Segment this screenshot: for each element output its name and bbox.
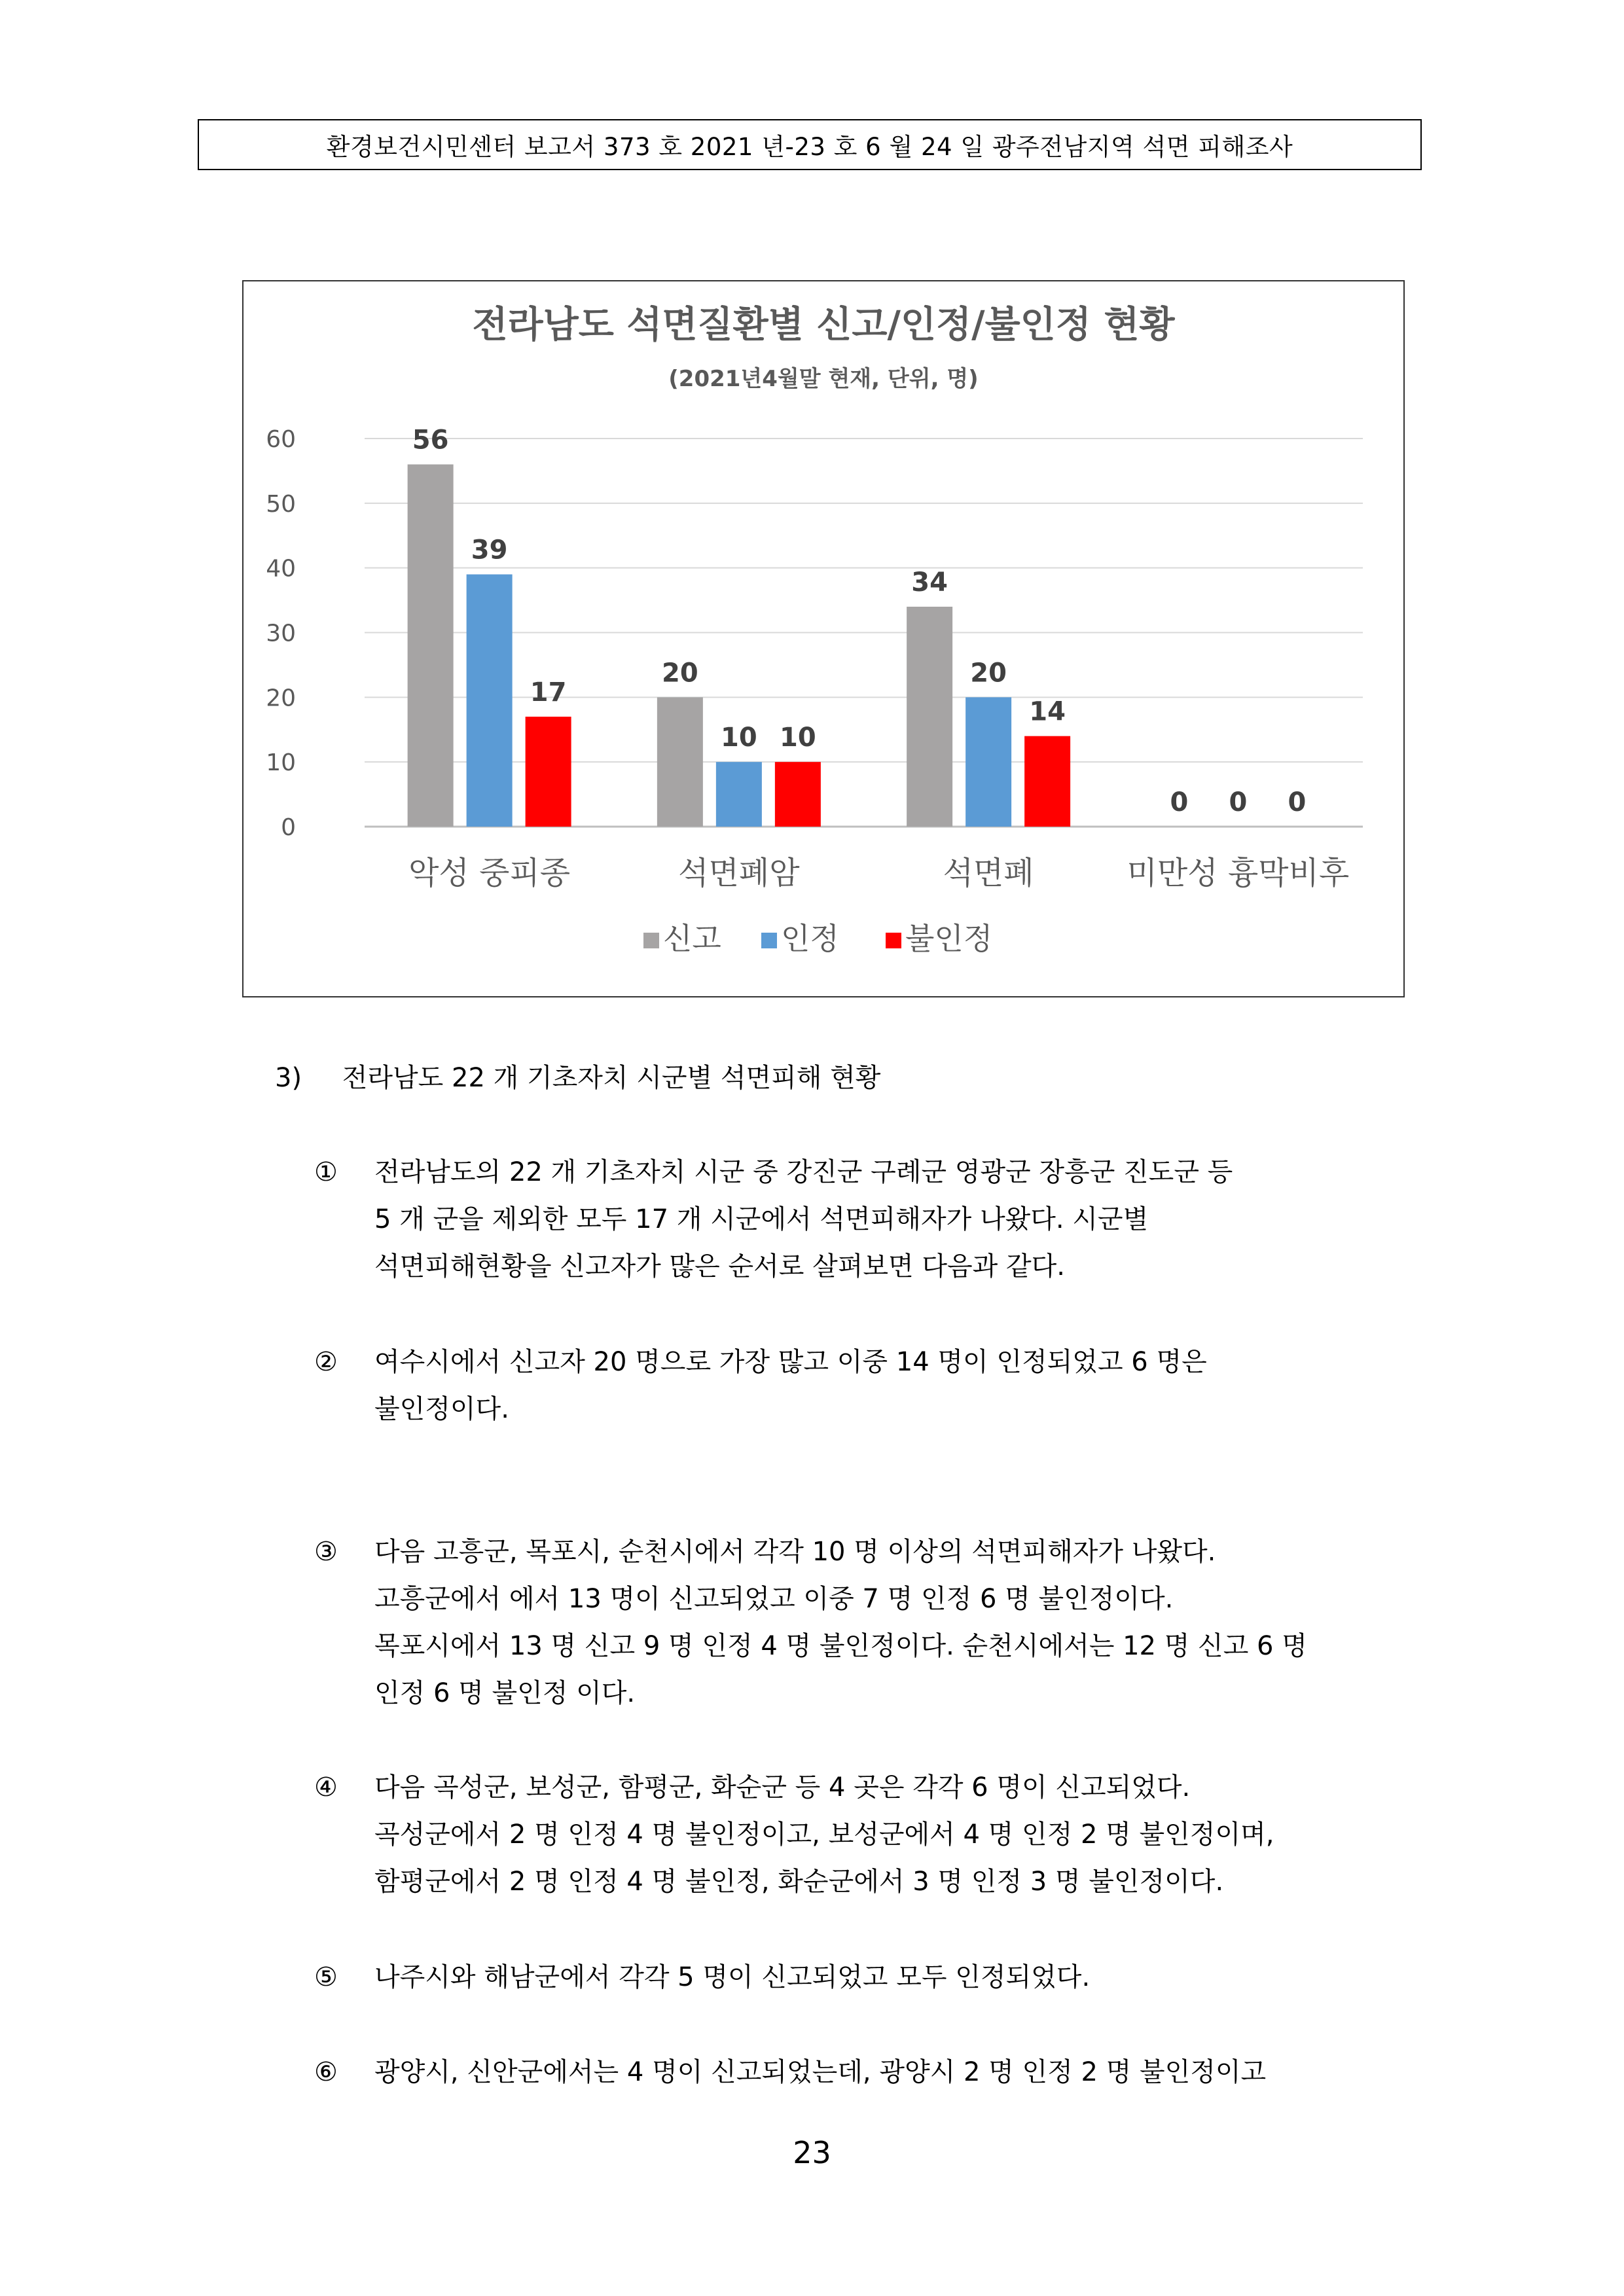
item-line: 석면피해현황을 신고자가 많은 순서로 살펴보면 다음과 같다. — [374, 1251, 1066, 1282]
bar-chart — [242, 280, 1405, 997]
section-heading — [275, 1057, 880, 1094]
legend-swatch — [761, 933, 777, 948]
data-label: 10 — [721, 723, 757, 753]
item-body — [374, 1149, 1427, 1290]
item-line: 인정 6 명 불인정 이다. — [374, 1678, 636, 1708]
chart-title: 전라남도 석면질환별 신고/인정/불인정 현황 — [472, 304, 1175, 346]
y-tick-label: 40 — [266, 555, 296, 583]
data-label: 0 — [1170, 787, 1189, 817]
bar-불인정 — [526, 717, 571, 827]
data-label: 0 — [1229, 787, 1248, 817]
chart-subtitle: (2021년4월말 현재, 단위, 명) — [668, 366, 979, 392]
item-line: 목포시에서 13 명 신고 9 명 인정 4 명 불인정이다. 순천시에서는 12 명 신고 6 명 — [374, 1631, 1307, 1661]
numbered-item — [314, 1338, 1427, 1433]
category-label: 석면폐 — [943, 855, 1034, 891]
item-line: 다음 고흥군, 목포시, 순천시에서 각각 10 명 이상의 석면피해자가 나왔다. — [374, 1537, 1216, 1567]
data-label: 20 — [662, 658, 698, 689]
report-header-text: 환경보건시민센터 보고서 373 호 2021 년-23 호 6 월 24 일 광주전남지역 석면 피해조사 — [326, 133, 1293, 161]
bar-신고 — [657, 697, 703, 827]
item-line: 여수시에서 신고자 20 명으로 가장 많고 이중 14 명이 인정되었고 6 명은 — [374, 1347, 1207, 1377]
bar-불인정 — [775, 762, 821, 827]
numbered-item — [314, 1764, 1427, 1905]
item-line: 다음 곡성군, 보성군, 함평군, 화순군 등 4 곳은 각각 6 명이 신고되었다. — [374, 1772, 1191, 1803]
legend-swatch — [643, 933, 659, 948]
page-number: 23 — [793, 2135, 831, 2170]
bar-신고 — [408, 465, 454, 827]
item-body — [374, 1338, 1427, 1433]
data-label: 10 — [780, 723, 816, 753]
data-label: 0 — [1288, 787, 1307, 817]
data-label: 14 — [1029, 696, 1066, 727]
numbered-item — [314, 1528, 1427, 1717]
numbered-item — [314, 1149, 1427, 1290]
bar-불인정 — [1024, 736, 1070, 827]
item-marker: ③ — [314, 1537, 338, 1567]
item-body — [374, 1528, 1427, 1717]
item-line: 불인정이다. — [374, 1394, 509, 1424]
item-line: 곡성군에서 2 명 인정 4 명 불인정이고, 보성군에서 4 명 인정 2 명 불인정이며, — [374, 1820, 1274, 1850]
item-marker: ① — [314, 1157, 338, 1187]
item-marker: ⑥ — [314, 2057, 338, 2087]
data-label: 17 — [530, 677, 567, 708]
item-marker: ⑤ — [314, 1962, 338, 1992]
bar-인정 — [965, 697, 1011, 827]
item-line: 광양시, 신안군에서는 4 명이 신고되었는데, 광양시 2 명 인정 2 명 불인정이고 — [374, 2057, 1267, 2087]
item-body — [374, 1954, 1427, 2001]
legend-label: 불인정 — [905, 921, 993, 956]
numbered-item — [314, 1954, 1427, 2001]
data-label: 34 — [911, 567, 948, 598]
item-body — [374, 1764, 1427, 1905]
bar-신고 — [907, 607, 952, 827]
item-marker: ④ — [314, 1772, 338, 1803]
bar-인정 — [716, 762, 762, 827]
y-tick-label: 60 — [266, 426, 296, 453]
y-tick-label: 0 — [281, 814, 296, 841]
report-header — [198, 119, 1422, 170]
item-line: 함평군에서 2 명 인정 4 명 불인정, 화순군에서 3 명 인정 3 명 불인정이다. — [374, 1867, 1224, 1897]
data-label: 56 — [412, 425, 449, 456]
numbered-item — [314, 2049, 1427, 2096]
bar-chart-svg — [244, 281, 1403, 996]
y-tick-label: 20 — [266, 685, 296, 712]
legend-label: 인정 — [781, 921, 839, 956]
category-label: 악성 중피종 — [408, 855, 571, 891]
y-tick-label: 10 — [266, 749, 296, 777]
item-line: 전라남도의 22 개 기초자치 시군 중 강진군 구례군 영광군 장흥군 진도군 등 — [374, 1157, 1233, 1187]
category-label: 미만성 흉막비후 — [1127, 855, 1350, 891]
y-tick-label: 50 — [266, 490, 296, 518]
item-marker: ② — [314, 1347, 338, 1377]
data-label: 39 — [471, 535, 508, 565]
y-tick-label: 30 — [266, 620, 296, 647]
legend-label: 신고 — [663, 921, 721, 956]
item-line: 고흥군에서 에서 13 명이 신고되었고 이중 7 명 인정 6 명 불인정이다. — [374, 1584, 1174, 1614]
bar-인정 — [467, 575, 513, 827]
section-title-text: 전라남도 22 개 기초자치 시군별 석면피해 현황 — [342, 1063, 881, 1093]
item-line: 나주시와 해남군에서 각각 5 명이 신고되었고 모두 인정되었다. — [374, 1962, 1091, 1992]
section-number: 3) — [275, 1063, 302, 1093]
data-label: 20 — [970, 658, 1007, 689]
legend-swatch — [886, 933, 901, 948]
category-label: 석면폐암 — [678, 855, 800, 891]
item-body — [374, 2049, 1427, 2096]
item-line: 5 개 군을 제외한 모두 17 개 시군에서 석면피해자가 나왔다. 시군별 — [374, 1204, 1149, 1234]
